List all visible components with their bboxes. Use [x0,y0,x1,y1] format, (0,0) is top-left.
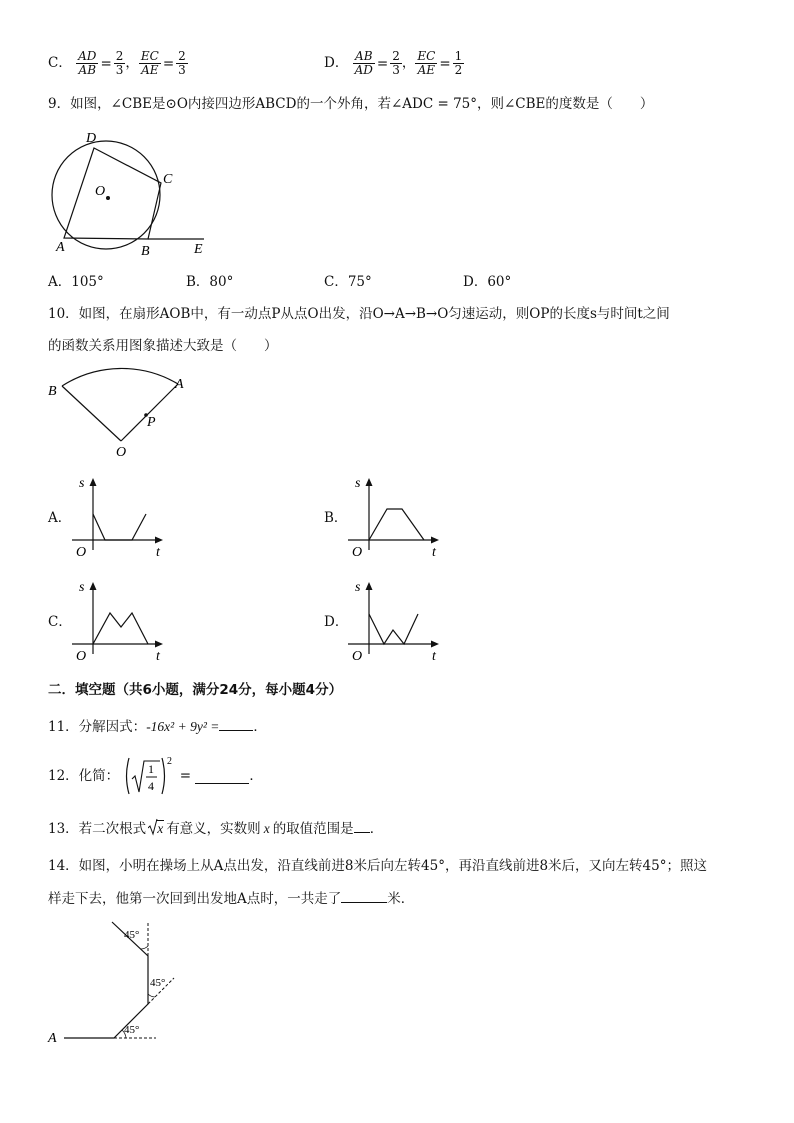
answer-blank[interactable] [354,818,370,833]
y-axis-arrow [90,582,97,590]
q10-option-b-letter: B． [324,510,348,526]
y-axis-arrow [90,478,97,486]
label-t: t [432,545,436,560]
graph-curve [93,514,146,540]
label-origin: O [76,545,87,560]
label-origin: O [76,649,87,664]
x-axis-arrow [155,537,163,544]
q13-prefix: 13．若二次根式 [48,821,147,837]
label-c: C [163,172,173,187]
fraction-ec-ae: $\frac{EC}{AE}$ [417,49,436,77]
q9-option-b: B．80° [186,274,234,290]
q11-prefix: 11．分解因式： [48,719,147,735]
angle-arc-2 [148,994,155,997]
q9-option-c: C．75° [324,274,372,290]
graph-curve [369,509,424,540]
fraction-ec-ae: $\frac{EC}{AE}$ [140,49,159,77]
quadrilateral-abcd [64,148,161,239]
q14-stem-line2: 样走下去，他第一次回到出发地A点时，一共走了 米． [48,888,414,909]
x-axis-arrow [155,641,163,648]
q10-graph-b [346,472,456,562]
label-d: D [86,131,97,146]
label-s: s [355,476,361,491]
q11-expression: -16x² + 9y² = [146,719,220,734]
right-paren [162,758,165,794]
q14-stem-line1: 14．如图，小明在操场上从A点出发，沿直线前进8米后向左转45°，再沿直线前进8米后，又向左转45°；照这 [48,858,707,874]
label-e: E [194,242,203,257]
q8-option-d: D． $\frac{AB}{AD}$ = $\frac{2}{3}$ ， $\frac{EC}{AE}$ = $\frac{1}{2}$ [324,49,463,77]
x-axis-arrow [431,537,439,544]
q11: 11．分解因式：-16x² + 9y² = ． [48,716,267,737]
answer-blank[interactable] [195,769,249,784]
q9-option-d: D．60° [463,274,512,290]
q12-prefix: 12．化简： [48,768,120,784]
q10-graph-a [70,472,180,562]
q10-option-c-letter: C． [48,614,72,630]
q9-option-a: A．105° [48,274,104,290]
q10-option-a-letter: A． [48,510,72,526]
angle-label-3: 45° [124,929,140,941]
label-b: B [141,244,150,259]
q8-option-c: C． $\frac{AD}{AB}$ = $\frac{2}{3}$ ， $\frac{EC}{AE}$ = $\frac{2}{3}$ [48,49,186,77]
graph-curve [93,613,148,644]
label-o: O [95,184,106,199]
label-t: t [156,545,160,560]
q14-path-figure [44,918,204,1050]
q9-stem: 9．如图，∠CBE是⊙O内接四边形ABCD的一个外角，若∠ADC = 75°，则∠CBE的度数是（ ） [48,96,654,112]
q9-circle-figure [44,126,214,260]
x-axis-arrow [431,641,439,648]
option-letter: D． [324,55,349,71]
radius-oa [121,384,178,441]
label-s: s [79,476,85,491]
label-s: s [355,580,361,595]
y-axis-arrow [366,582,373,590]
label-origin: O [352,545,363,560]
angle-label-2: 45° [150,977,166,989]
q10-sector-figure [44,364,194,464]
fraction-ad-ab: $\frac{AD}{AB}$ [78,49,97,77]
q10-graph-d [346,576,456,666]
circle-o [52,141,160,249]
radius-ob [62,386,121,441]
q10-option-d-letter: D． [324,614,349,630]
sqrt-sign [148,818,158,836]
graph-curve [369,614,418,644]
arc-ab [62,368,178,386]
label-t: t [432,649,436,664]
fraction-value: $\frac{2}{3}$ [392,49,400,77]
label-b: B [48,384,57,399]
label-t: t [156,649,160,664]
option-letter: C． [48,55,72,71]
label-o: O [116,445,127,460]
answer-blank[interactable] [341,888,387,903]
sqrt-x: x [148,819,164,839]
angle-label-1: 45° [124,1024,140,1036]
q12: 12．化简： 1 4 2 = ． [48,754,263,798]
label-s: s [79,580,85,595]
answer-blank[interactable] [219,716,253,731]
q10-stem-line2: 的函数关系用图象描述大致是（ ） [48,338,278,354]
label-origin: O [352,649,363,664]
fraction-value: $\frac{2}{3}$ [178,49,186,77]
q10-graph-c [70,576,180,666]
fraction-value: $\frac{2}{3}$ [115,49,124,77]
y-axis-arrow [366,478,373,486]
label-a: A [175,377,184,392]
q10-stem-line1: 10．如图，在扇形AOB中，有一动点P从点O出发，沿O→A→B→O匀速运动，则OP的长度s与时间t之间 [48,306,670,322]
left-paren [127,758,130,794]
label-a: A [56,240,65,255]
label-p: P [147,415,156,430]
fraction-numerator: 1 [148,762,155,776]
label-a: A [48,1031,57,1046]
q12-radical-expression [123,754,175,798]
angle-arc-3 [141,946,148,949]
q13: 13．若二次根式 x 有意义，实数则 x 的取值范围是 ． [48,818,383,839]
fraction-denominator: 4 [148,779,155,793]
center-point [106,196,110,200]
fraction-ab-ad: $\frac{AB}{AD}$ [354,49,373,77]
section-title: 二．填空题（共6小题，满分24分，每小题4分） [48,682,343,698]
fraction-value: $\frac{1}{2}$ [454,49,463,77]
exponent: 2 [167,756,173,767]
